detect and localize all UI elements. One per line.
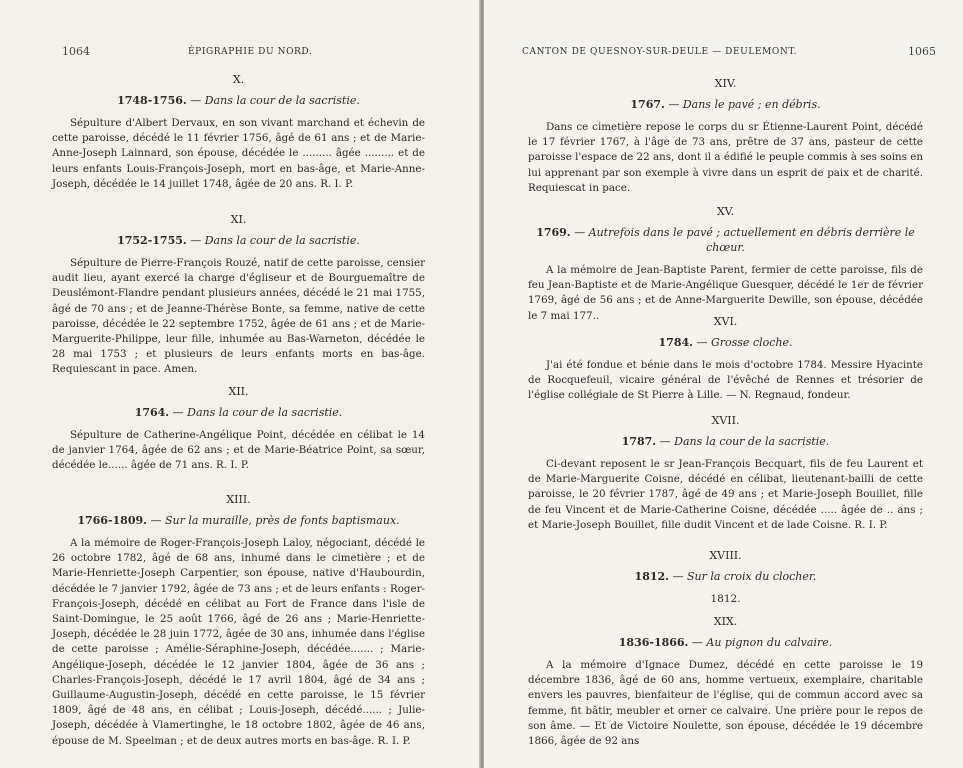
inscription-heading: 1764. — Dans la cour de la sacristie. [134,406,343,419]
page-number: 1064 [62,45,90,58]
page-number: 1065 [908,45,936,58]
inscription-xvii [528,413,923,533]
inscription-heading: 1836-1866. — Au pignon du calvaire. [618,636,833,649]
inscription-text: Sépulture d'Albert Dervaux, en son vivant marchand et échevin de cette paroisse, décédé le 11 février 1756, âgé de 61 ans ; et de Marie-Anne-Joseph Lainnard, son épouse, décédée le ......... âgée ......... et de leurs enfants Louis-François-Joseph, mort en bas-âge, et Marie-Anne-Joseph, décédée le 14 juillet 1748, âgée de 20 ans. R. I. P. [52,117,425,190]
running-head: CANTON DE QUESNOY-SUR-DEULE — DEULEMONT. [522,47,798,57]
inscription-text: A la mémoire de Jean-Baptiste Parent, fermier de cette paroisse, fils de feu Jean-Baptiste et de Marie-Angélique Guesquer, décédé le 1er de février 1769, âgé de 56 ans ; et de Anne-Marguerite Dewille, son épouse, décédée le 7 mai 177.. [528,264,923,322]
inscription-xii [52,384,425,474]
inscription-number: XVII. [711,414,740,427]
inscription-number: XI. [230,213,247,226]
running-head: ÉPIGRAPHIE DU NORD. [188,47,313,57]
inscription-number: XIV. [714,77,737,90]
left-page [0,0,480,768]
inscription-xvi [528,314,923,404]
inscription-xi [52,212,425,378]
inscription-heading: 1767. — Dans le pavé ; en débris. [630,98,821,111]
inscription-number: XIX. [713,615,738,628]
inscription-heading: 1766-1809. — Sur la muraille, près de fonts baptismaux. [77,514,400,527]
inscription-text: Sépulture de Catherine-Angélique Point, décédée en célibat le 14 de janvier 1764, âgée de 62 ans ; et de Marie-Béatrice Point, sa sœur, décédée le...... âgée de 71 ans. R. I. P. [52,429,425,472]
inscription-heading: 1752-1755. — Dans la cour de la sacristie. [117,234,360,247]
inscription-number: XVIII. [709,549,742,562]
inscription-text: Dans ce cimetière repose le corps du sr Étienne-Laurent Point, décédé le 17 février 1767, à l'âge de 73 ans, prêtre de 37 ans, pasteur de cette paroisse l'espace de 22 ans, dont il a édifié le peuple commis à ses soins en lui apprenant par son exemple à vivre dans un esprit de paix et de charité. Requiescat in pace. [528,121,923,194]
inscription-xiv [528,76,923,196]
inscription-text: A la mémoire de Roger-François-Joseph Laloy, négociant, décédé le 26 octobre 1782, âgé de 68 ans, inhumé dans le cimetière ; et de Marie-Henriette-Joseph Carpentier, son épouse, native d'Haubourdin, décédée le 7 janvier 1792, âgée de 73 ans ; et de leurs enfants : Roger-François-Joseph, décédé en célibat au Fort de France dans l'isle de Saint-Domingue, le 25 août 1766, âgé de 26 ans ; Marie-Henriette-Joseph, décédée le 28 juin 1772, âgée de 30 ans, inhumée dans l'église de cette paroisse ; Amélie-Séraphine-Joseph, décédée....... ; Marie-Angélique-Joseph, décédée le 12 janvier 1804, âgée de 36 ans ; Charles-François-Joseph, décédé le 17 avril 1804, âgé de 34 ans ; Guillaume-Augustin-Joseph, décédé en cette paroisse, le 15 février 1809, âgé de 48 ans, en célibat ; Louis-Joseph, décédé...... ; Julie-Joseph, décédée à Vlamertinghe, le 18 octobre 1802, âgée de 46 ans, épouse de M. Speelman ; et de deux autres morts en bas-âge. R. I. P. [52,537,425,747]
inscription-heading: 1769. — Autrefois dans le pavé ; actuellement en débris derrière le chœur. [536,226,915,254]
inscription-number: XIII. [226,493,251,506]
inscription-number: X. [232,73,245,86]
inscription-heading: 1812. — Sur la croix du clocher. [634,570,817,583]
inscription-text: A la mémoire d'Ignace Dumez, décédé en cette paroisse le 19 décembre 1836, âgé de 60 ans, homme vertueux, exemplaire, charitable envers les pauvres, bienfaiteur de l'église, qui de commun accord avec sa femme, fit bâtir, meubler et orner ce calvaire. Une prière pour le repos de son âme. — Et de Victoire Noulette, son épouse, décédée le 19 décembre 1866, âgée de 92 ans [528,659,923,748]
inscription-xviii [528,548,923,613]
inscription-heading: 1784. — Grosse cloche. [658,336,793,349]
inscription-number: XV. [716,205,735,218]
inscription-x [52,72,425,192]
inscription-heading: 1748-1756. — Dans la cour de la sacristie. [117,94,360,107]
inscription-heading: 1787. — Dans la cour de la sacristie. [621,435,830,448]
inscription-text: Ci-devant reposent le sr Jean-François Becquart, fils de feu Laurent et de Marie-Marguerite Coisne, décédé en célibat, lieutenant-bailli de cette paroisse, le 20 février 1787, âgé de 49 ans ; et Marie-Joseph Bouillet, fille de feu Vincent et de Marie-Catherine Coisne, décédée ..... âgée de .. ans ; et Marie-Joseph Bouillet, fille dudit Vincent et de lade Coisne. R. I. P. [528,458,923,531]
inscription-xiii [52,492,425,749]
inscription-text: Sépulture de Pierre-François Rouzé, natif de cette paroisse, censier audit lieu, ayant exercé la charge d'égliseur et de Bourguemaître de Deuslémont-Flandre pendant plusieurs années, décédé le 21 mai 1755, âgé de 70 ans ; et de Jeanne-Thérèse Bonte, sa femme, native de cette paroisse, décédée le 22 septembre 1752, âgée de 61 ans ; et de Marie-Marguerite-Philippe, leur fille, inhumée au Bas-Warneton, décédée le 28 mai 1753 ; et plusieurs de leurs enfants morts en bas-âge. Requiescant in pace. Amen. [52,257,425,376]
inscription-xv [528,204,923,324]
inscription-number: XII. [228,385,249,398]
inscription-xix [528,614,923,749]
inscription-text: J'ai été fondue et bénie dans le mois d'octobre 1784. Messire Hyacinte de Rocquefeuil, vicaire général de l'évêché de Rennes et trésorier de l'église collégiale de St Pierre à Lille. — N. Regnaud, fondeur. [528,359,923,402]
inscription-number: XVI. [713,315,738,328]
inscription-text: 1812. [710,593,741,605]
right-page [484,0,963,768]
